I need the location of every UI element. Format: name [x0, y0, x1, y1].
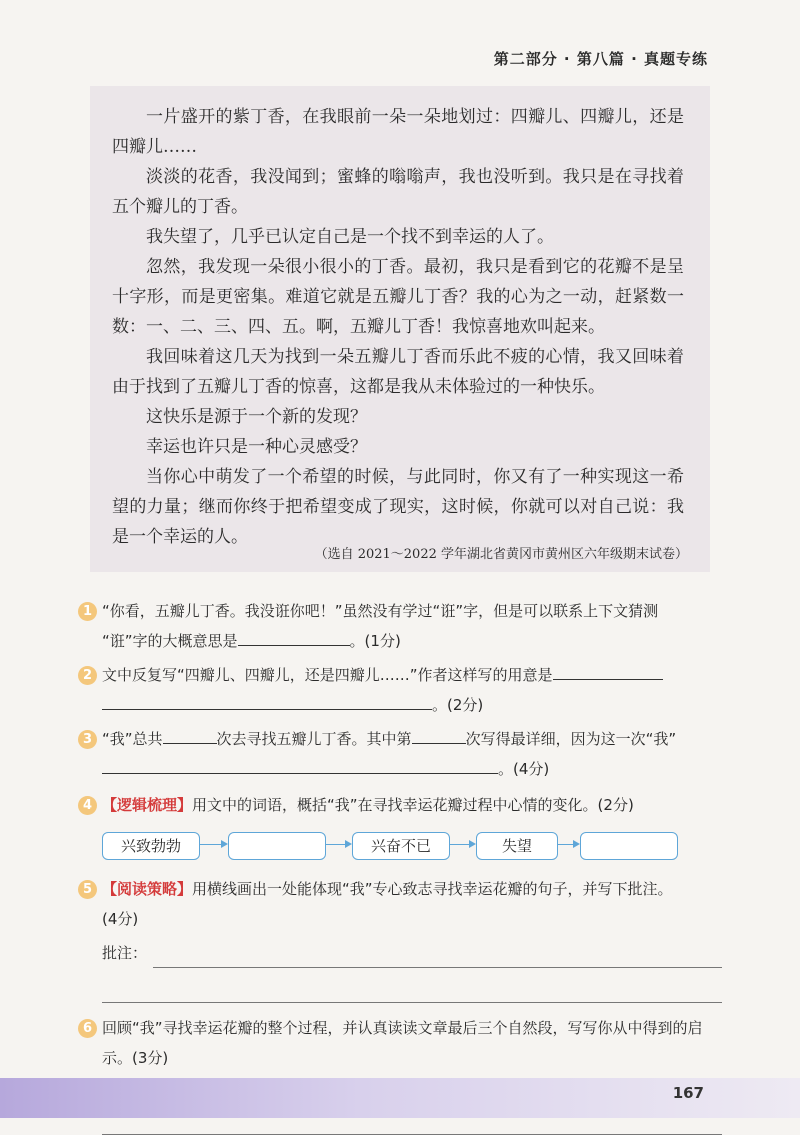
question-3 [82, 724, 722, 784]
flow-box: 兴致勃勃 [102, 832, 200, 860]
question-text: 次去寻找五瓣儿丁香。其中第 [216, 730, 412, 748]
answer-blank[interactable] [553, 661, 663, 680]
question-number-badge: 3 [78, 730, 97, 749]
flow-arrow [326, 844, 350, 845]
question-1 [82, 596, 722, 656]
passage-paragraph: 我回味着这几天为找到一朵五瓣儿丁香而乐此不疲的心情，我又回味着由于找到了五瓣儿丁香的惊喜，这都是我从未体验过的一种快乐。 [112, 347, 684, 397]
question-5 [82, 874, 722, 1003]
passage-source: （选自 2021～2022 学年湖北省黄冈市黄州区六年级期末试卷） [314, 547, 688, 562]
annotation-line[interactable] [102, 976, 722, 1003]
passage-paragraph: 幸运也许只是一种心灵感受？ [146, 437, 367, 457]
question-2 [82, 660, 722, 720]
passage-paragraph: 我失望了，几乎已认定自己是一个找不到幸运的人了。 [146, 227, 554, 247]
question-text: 回顾“我”寻找幸运花瓣的整个过程，并认真读读文章最后三个自然段，写写你从中得到的启示。(3分) [102, 1019, 703, 1067]
answer-blank[interactable] [102, 691, 432, 710]
passage-paragraph: 这快乐是源于一个新的发现？ [146, 407, 367, 427]
question-text: “诳”字的大概意思是 [102, 632, 238, 650]
flow-arrow [558, 844, 578, 845]
question-tag: 【逻辑梳理】 [102, 796, 193, 814]
flow-arrow [200, 844, 226, 845]
answer-blank[interactable] [238, 627, 350, 646]
section-header: 第二部分 · 第八篇 · 真题专练 [493, 50, 708, 68]
question-list [82, 596, 722, 1135]
passage-paragraph: 忽然，我发现一朵很小很小的丁香。最初，我只是看到它的花瓣不是呈十字形，而是更密集。难道它就是五瓣儿丁香？我的心为之一动，赶紧数一数：一、二、三、四、五。啊，五瓣儿丁香！我惊喜地欢叫起来。 [112, 257, 684, 337]
passage-paragraph: 淡淡的花香，我没闻到；蜜蜂的嗡嗡声，我也没听到。我只是在寻找着五个瓣儿的丁香。 [112, 167, 684, 217]
passage-paragraph: 当你心中萌发了一个希望的时候，与此同时，你又有了一种实现这一希望的力量；继而你终于把希望变成了现实，这时候，你就可以对自己说：我是一个幸运的人。 [112, 467, 684, 547]
flow-box-blank[interactable] [580, 832, 678, 860]
score-text: 。(1分) [349, 632, 401, 650]
score-text: (4分) [102, 910, 139, 928]
passage-paragraph: 一片盛开的紫丁香，在我眼前一朵一朵地划过：四瓣儿、四瓣儿，还是四瓣儿…… [112, 107, 684, 157]
question-4 [82, 790, 722, 820]
score-text: 。(4分) [498, 760, 550, 778]
page-number: 167 [672, 1084, 704, 1102]
mood-flowchart [102, 826, 722, 868]
question-number-badge: 2 [78, 666, 97, 685]
question-text: 用横线画出一处能体现“我”专心致志寻找幸运花瓣的句子，并写下批注。 [192, 880, 673, 898]
score-text: 。(2分) [432, 696, 484, 714]
flow-box-blank[interactable] [228, 832, 326, 860]
flow-arrow [450, 844, 474, 845]
answer-blank[interactable] [412, 725, 466, 744]
question-number-badge: 5 [78, 880, 97, 899]
question-text: 用文中的词语，概括“我”在寻找幸运花瓣过程中心情的变化。(2分) [192, 796, 634, 814]
question-number-badge: 6 [78, 1019, 97, 1038]
question-text: “我”总共 [102, 730, 163, 748]
flow-box: 失望 [476, 832, 558, 860]
question-number-badge: 1 [78, 602, 97, 621]
question-number-badge: 4 [78, 796, 97, 815]
annotation-label: 批注： [102, 944, 148, 962]
annotation-row [102, 938, 722, 968]
question-text: “你看，五瓣儿丁香。我没诳你吧！”虽然没有学过“诳”字，但是可以联系上下文猜测 [102, 602, 659, 620]
reading-passage [90, 86, 710, 572]
question-text: 次写得最详细，因为这一次“我” [465, 730, 677, 748]
question-tag: 【阅读策略】 [102, 880, 193, 898]
answer-blank[interactable] [163, 725, 217, 744]
flow-box: 兴奋不已 [352, 832, 450, 860]
answer-blank[interactable] [102, 755, 498, 774]
annotation-line[interactable] [153, 941, 722, 968]
question-text: 文中反复写“四瓣儿、四瓣儿，还是四瓣儿……”作者这样写的用意是 [102, 666, 553, 684]
